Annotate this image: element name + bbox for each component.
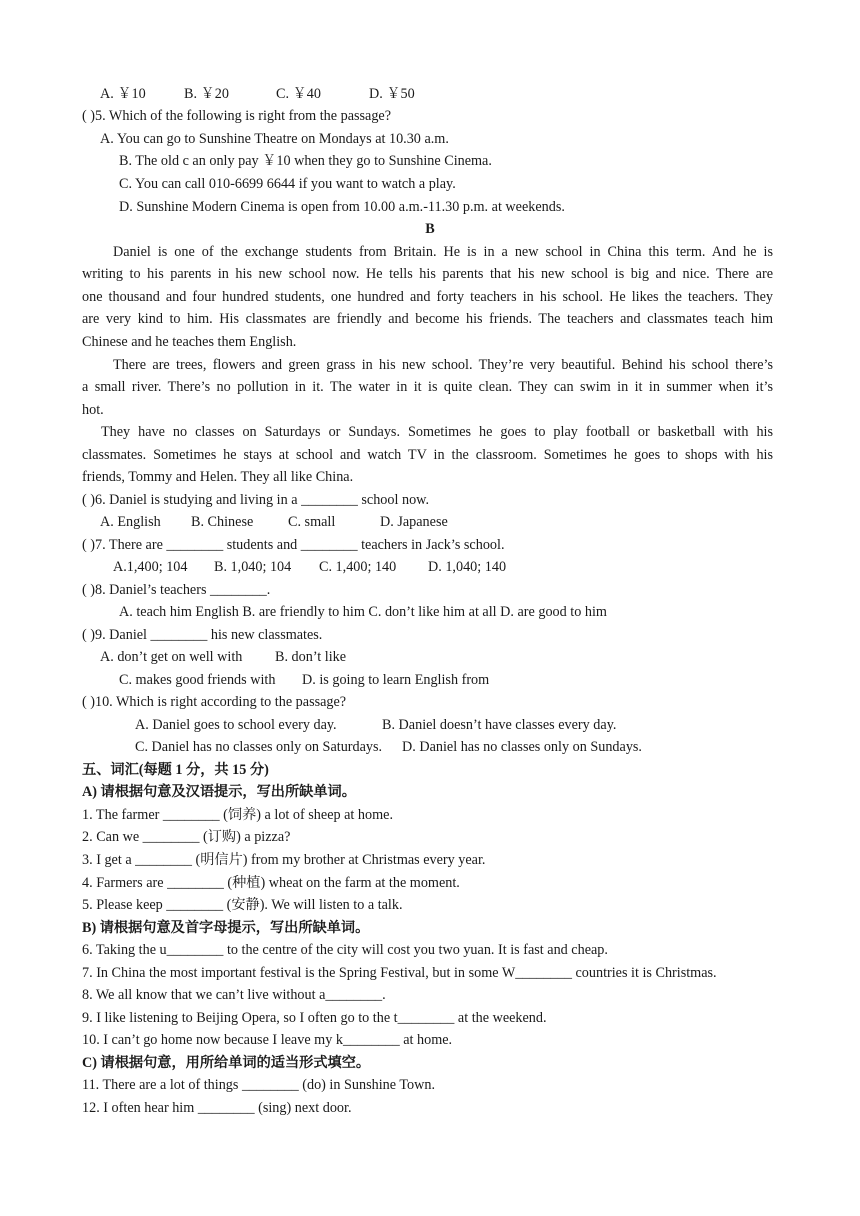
passage-p1-line: one thousand and four hundred students, one hundred and forty teachers in his school. He likes the teachers. They [82,289,773,305]
passage-p3-line: They have no classes on Saturdays or Sundays. Sometimes he goes to play football or basketball with his [101,424,773,440]
q6-option-c: C. small [288,514,336,530]
q7-option-d: D. 1,040; 140 [428,559,507,575]
q6-option-d: D. Japanese [380,514,448,530]
q9-option-d: D. is going to learn English from [302,672,490,688]
q5-option-b: B. The old c an only pay ￥10 when they go to Sunshine Cinema. [119,153,492,169]
q10-option-b: B. Daniel doesn’t have classes every day. [382,717,617,733]
vocab-item: 12. I often hear him ________ (sing) next door. [82,1100,352,1116]
q7-option-b: B. 1,040; 104 [214,559,292,575]
q6-option-b: B. Chinese [191,514,254,530]
q10-stem: ( )10. Which is right according to the passage? [82,694,347,710]
q10-option-d: D. Daniel has no classes only on Sundays. [402,739,642,755]
vocab-item: 3. I get a ________ (明信片) from my brother at Christmas every year. [82,852,486,868]
q5-option-c: C. You can call 010-6699 6644 if you want to watch a play. [119,176,456,192]
passage-p1-line: Chinese and he teaches them English. [82,334,297,350]
part-b-instruction: B) 请根据句意及首字母提示，写出所缺单词。 [82,920,370,936]
q5-stem: ( )5. Which of the following is right from the passage? [82,108,392,124]
vocab-item: 9. I like listening to Beijing Opera, so I often go to the t________ at the weekend. [82,1010,547,1026]
q4-option-a: A. ￥10 [100,86,146,102]
q6-stem: ( )6. Daniel is studying and living in a ________ school now. [82,492,430,508]
passage-heading: B [425,221,435,237]
q4-option-d: D. ￥50 [369,86,415,102]
vocab-item: 10. I can’t go home now because I leave my k________ at home. [82,1032,453,1048]
q7-option-a: A.1,400; 104 [113,559,188,575]
q8-stem: ( )8. Daniel’s teachers ________. [82,582,271,598]
q6-option-a: A. English [100,514,161,530]
q10-option-a: A. Daniel goes to school every day. [135,717,337,733]
q9-option-c: C. makes good friends with [119,672,276,688]
q7-stem: ( )7. There are ________ students and ________ teachers in Jack’s school. [82,537,505,553]
vocab-item: 2. Can we ________ (订购) a pizza? [82,829,291,845]
q10-option-c: C. Daniel has no classes only on Saturdays. [135,739,383,755]
q4-option-b: B. ￥20 [184,86,229,102]
part-c-instruction: C) 请根据句意，用所给单词的适当形式填空。 [82,1055,371,1071]
q7-option-c: C. 1,400; 140 [319,559,397,575]
vocab-item: 11. There are a lot of things ________ (do) in Sunshine Town. [82,1077,435,1093]
section-title: 五、词汇(每题 1 分，共 15 分) [82,762,269,778]
q9-option-a: A. don’t get on well with [100,649,243,665]
vocab-item: 6. Taking the u________ to the centre of the city will cost you two yuan. It is fast and cheap. [82,942,608,958]
vocab-item: 4. Farmers are ________ (种植) wheat on the farm at the moment. [82,875,460,891]
q8-options: A. teach him English B. are friendly to him C. don’t like him at all D. are good to him [119,604,607,620]
passage-p1-line: are very kind to him. His classmates are friendly and become his friends. The teachers and classmates teach him [82,311,773,327]
passage-p1-line: writing to his parents in his new school now. He tells his parents that his new school is big and nice. There are [82,266,773,282]
q5-option-a: A. You can go to Sunshine Theatre on Mondays at 10.30 a.m. [100,131,449,147]
q9-option-b: B. don’t like [275,649,347,665]
passage-p3-line: friends, Tommy and Helen. They all like China. [82,469,354,485]
q9-stem: ( )9. Daniel ________ his new classmates. [82,627,323,643]
passage-p1-line: Daniel is one of the exchange students from Britain. He is in a new school in China this term. And he is [113,244,773,260]
passage-p2-line: hot. [82,402,104,418]
part-a-instruction: A) 请根据句意及汉语提示，写出所缺单词。 [82,784,356,800]
q4-option-c: C. ￥40 [276,86,321,102]
passage-p3-line: classmates. Sometimes he stays at school and watch TV in the classroom. Sometimes he goes to shops with his [82,447,773,463]
passage-p2-line: There are trees, flowers and green grass in his new school. They’re very beautiful. Behind his school there’s [113,357,773,373]
vocab-item: 7. In China the most important festival is the Spring Festival, but in some W________ countries it is Christmas. [82,965,717,981]
vocab-item: 5. Please keep ________ (安静). We will listen to a talk. [82,897,403,913]
passage-p2-line: a small river. There’s no pollution in it. The water in it is quite clean. They can swim in it in summer when it’s [82,379,773,395]
vocab-item: 1. The farmer ________ (饲养) a lot of sheep at home. [82,807,393,823]
q5-option-d: D. Sunshine Modern Cinema is open from 10.00 a.m.-11.30 p.m. at weekends. [119,199,565,215]
vocab-item: 8. We all know that we can’t live without a________. [82,987,386,1003]
